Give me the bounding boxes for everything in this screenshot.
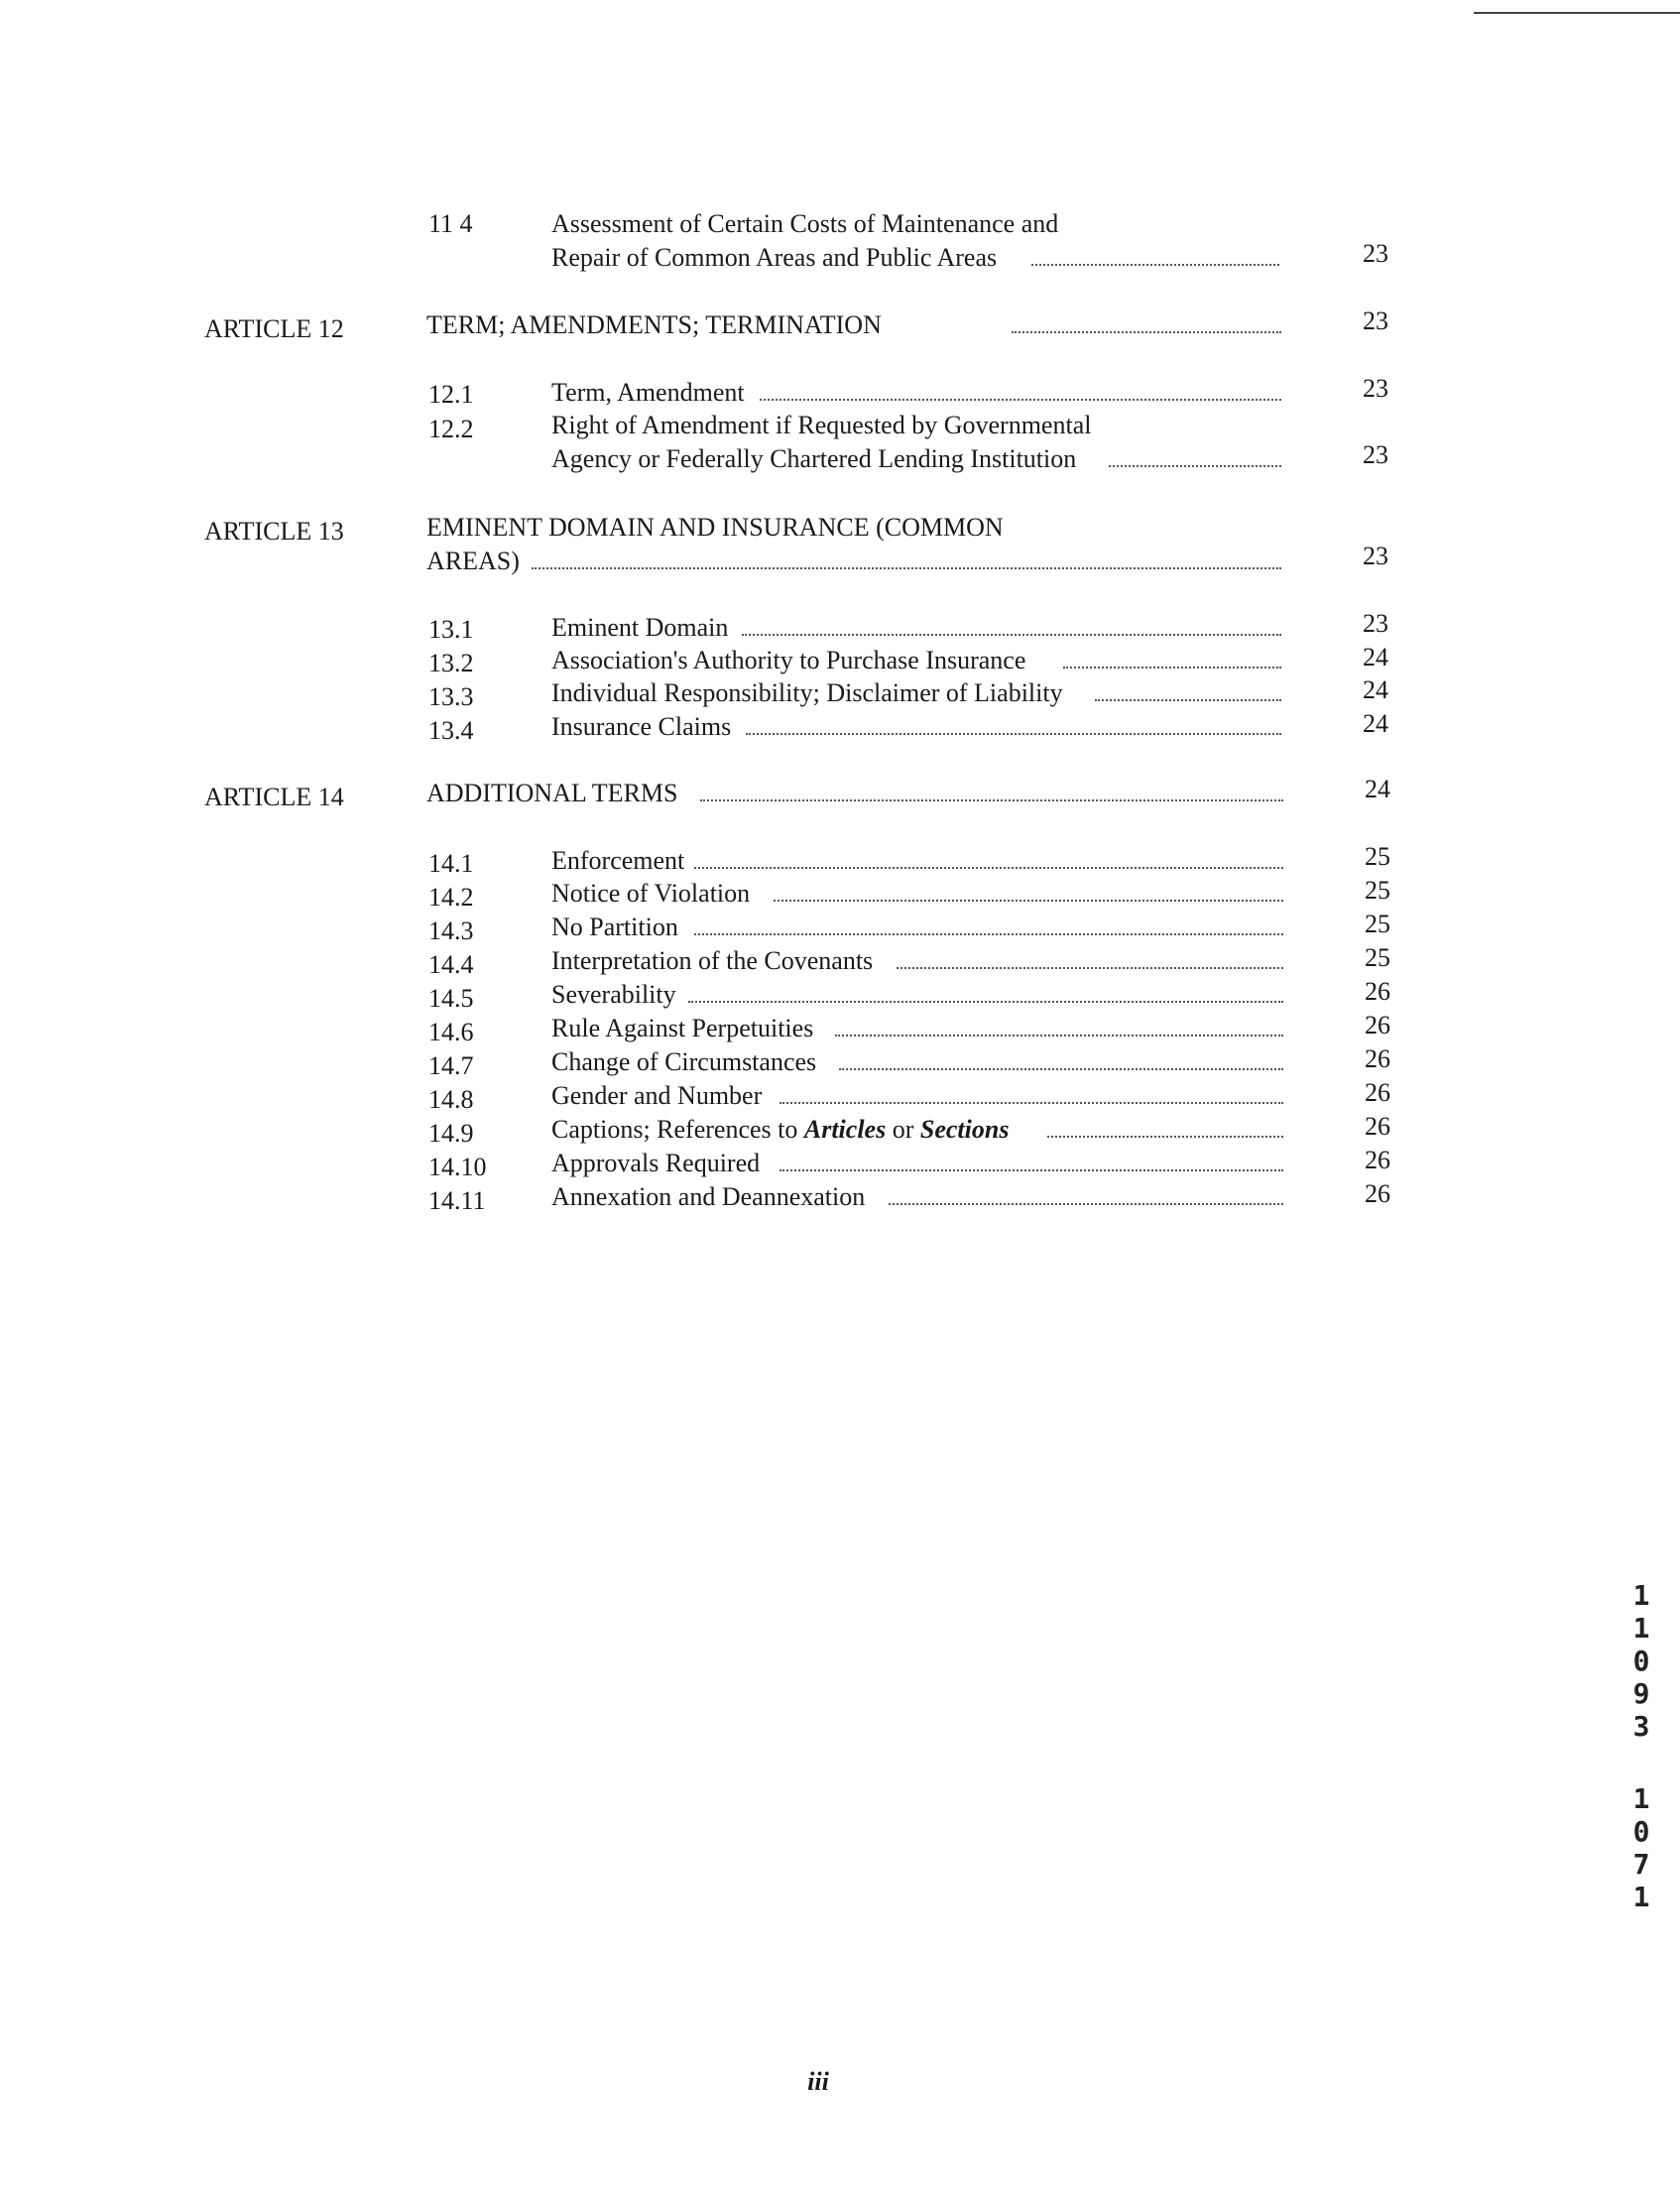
title-text: Captions; References to: [551, 1115, 798, 1144]
page-number: 23: [1363, 239, 1388, 268]
section-number: 14.4: [428, 950, 474, 979]
page-number: 23: [1363, 440, 1388, 469]
page-number: 23: [1363, 542, 1388, 570]
page-number: 25: [1365, 876, 1390, 905]
stamp-char: 0: [1632, 1815, 1650, 1848]
section-title: Assessment of Certain Costs of Maintenance and: [551, 209, 1059, 238]
section-number: 14.11: [428, 1186, 486, 1215]
dot-leader: [1031, 264, 1279, 266]
stamp-char: 1: [1632, 1579, 1650, 1612]
page-number: 26: [1365, 1078, 1390, 1107]
page-number: 26: [1365, 1179, 1390, 1208]
article-label: ARTICLE 13: [204, 517, 344, 546]
section-title-continued: Repair of Common Areas and Public Areas: [551, 243, 998, 272]
dot-leader: [780, 1102, 1283, 1104]
section-title: Gender and Number: [551, 1081, 763, 1110]
stamp-char: 1: [1632, 1782, 1650, 1815]
dot-leader: [746, 733, 1281, 735]
dot-leader: [532, 567, 1281, 569]
article-title: ADDITIONAL TERMS: [426, 779, 678, 807]
dot-leader: [1109, 465, 1281, 467]
section-number: 13.1: [428, 615, 474, 644]
section-number: 14.8: [428, 1085, 474, 1114]
stamp-char: 1: [1632, 1612, 1650, 1645]
section-number: 13.2: [428, 649, 474, 677]
section-title: Approvals Required: [551, 1149, 761, 1177]
section-title: Change of Circumstances: [551, 1047, 817, 1076]
page-number: 23: [1363, 374, 1388, 403]
title-text: or: [892, 1115, 914, 1144]
section-title: Enforcement: [551, 846, 685, 875]
section-title: Annexation and Deannexation: [551, 1182, 866, 1211]
dot-leader: [694, 867, 1283, 869]
page-number: 26: [1365, 977, 1390, 1006]
page-number: 26: [1365, 1044, 1390, 1073]
dot-leader: [889, 1203, 1283, 1205]
section-number: 14.2: [428, 883, 474, 912]
page-number: 25: [1365, 943, 1390, 972]
dot-leader: [839, 1068, 1283, 1070]
page-number: 24: [1363, 643, 1388, 671]
section-number: 12.1: [428, 380, 474, 409]
section-number: 11 4: [428, 209, 473, 238]
article-title: EMINENT DOMAIN AND INSURANCE (COMMON: [426, 513, 1004, 542]
title-italic: Articles: [803, 1115, 887, 1144]
stamp-char: 1: [1632, 1881, 1650, 1913]
page-number: 26: [1365, 1146, 1390, 1174]
section-title-continued: Agency or Federally Chartered Lending Institution: [551, 444, 1077, 473]
section-title: Severability: [551, 980, 676, 1009]
section-number: 12.2: [428, 415, 474, 443]
section-number: 14.9: [428, 1119, 474, 1148]
section-number: 13.3: [428, 682, 474, 711]
article-title-continued: AREAS): [426, 547, 520, 575]
dot-leader: [1095, 699, 1281, 701]
dot-leader: [1047, 1136, 1283, 1138]
section-title: Eminent Domain: [551, 613, 729, 642]
stamp-char: 0: [1632, 1645, 1650, 1677]
section-number: 14.6: [428, 1018, 474, 1046]
page-number: 26: [1365, 1011, 1390, 1039]
page-footer-number: iii: [807, 2067, 829, 2096]
page-number: 25: [1365, 910, 1390, 938]
page-number: 23: [1363, 609, 1388, 638]
section-title: No Partition: [551, 913, 678, 941]
dot-leader: [694, 933, 1283, 935]
section-title: Interpretation of the Covenants: [551, 946, 874, 975]
section-title: Association's Authority to Purchase Insurance: [551, 646, 1026, 674]
section-number: 14.7: [428, 1051, 474, 1080]
dot-leader: [1063, 667, 1281, 669]
dot-leader: [780, 1169, 1283, 1171]
dot-leader: [1012, 331, 1281, 333]
article-label: ARTICLE 12: [204, 314, 344, 343]
stamp-char: 3: [1632, 1710, 1650, 1743]
dot-leader: [897, 967, 1283, 969]
dot-leader: [700, 799, 1283, 801]
dot-leader: [835, 1035, 1283, 1037]
stamp-char: 7: [1632, 1848, 1650, 1881]
section-number: 14.3: [428, 916, 474, 945]
page-number: 24: [1365, 775, 1390, 803]
section-number: 14.1: [428, 849, 474, 878]
section-title: Rule Against Perpetuities: [551, 1014, 814, 1042]
section-title: Notice of Violation: [551, 879, 751, 908]
page-number: 24: [1363, 709, 1388, 738]
stamp-char: 9: [1632, 1677, 1650, 1710]
title-italic: Sections: [919, 1115, 1010, 1144]
page-number: 26: [1365, 1112, 1390, 1141]
section-title: Individual Responsibility; Disclaimer of Liability: [551, 678, 1063, 707]
dot-leader: [760, 399, 1281, 401]
section-number: 14.10: [428, 1153, 487, 1181]
page-number: 25: [1365, 842, 1390, 871]
article-label: ARTICLE 14: [204, 783, 344, 811]
section-title: Insurance Claims: [551, 712, 732, 741]
section-title: [551, 1115, 1009, 1145]
section-number: 13.4: [428, 716, 474, 745]
page-number: 23: [1363, 306, 1388, 335]
dot-leader: [688, 1001, 1283, 1003]
dot-leader: [742, 634, 1281, 636]
page-number: 24: [1363, 675, 1388, 704]
section-number: 14.5: [428, 984, 474, 1013]
article-title: TERM; AMENDMENTS; TERMINATION: [426, 310, 882, 339]
dot-leader: [774, 900, 1283, 902]
top-edge-rule: [1474, 12, 1680, 14]
section-title: Term, Amendment: [551, 378, 745, 407]
section-title: Right of Amendment if Requested by Governmental: [551, 411, 1092, 439]
